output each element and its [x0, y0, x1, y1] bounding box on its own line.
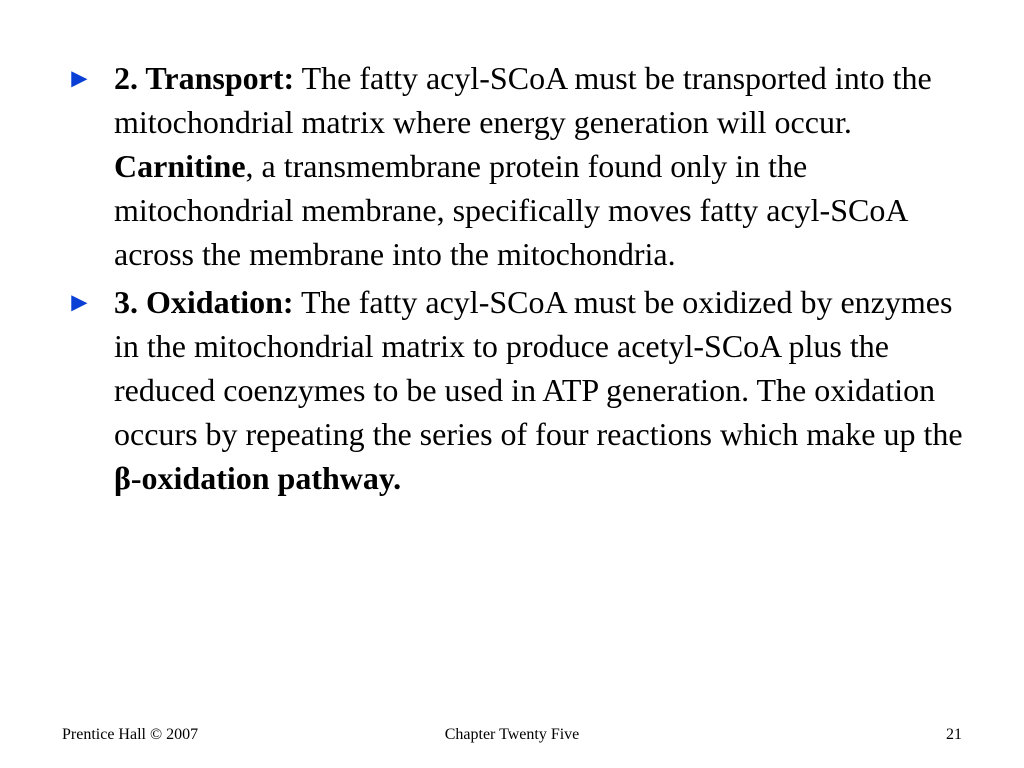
triangle-bullet-icon: ► — [66, 63, 93, 93]
bullet-transport — [66, 56, 976, 276]
bullet-term: Carnitine — [114, 148, 246, 184]
bullet-text: The fatty acyl-SCoA must be transported into the mitochondrial matrix where energy generation will occur. — [114, 60, 932, 140]
footer-copyright: Prentice Hall © 2007 — [62, 726, 199, 743]
footer-chapter: Chapter Twenty Five — [444, 726, 580, 743]
triangle-bullet-icon: ► — [66, 287, 93, 317]
bullet-heading: 2. Transport: — [114, 60, 295, 96]
bullet-text: The fatty acyl-SCoA must be oxidized by enzymes in the mitochondrial matrix to produce acetyl-SCoA plus the reduced coenzymes to be used in ATP generation. The oxidation occurs by repeating the series of four reactions which make up the — [114, 284, 963, 452]
bullet-text: , a transmembrane protein found only in the mitochondrial membrane, specifically moves fatty acyl-SCoA across the membrane into the mitochondria. — [114, 148, 907, 272]
slide-number: 21 — [946, 726, 962, 743]
bullet-oxidation — [66, 280, 976, 500]
bullet-term: β-oxidation pathway. — [114, 460, 402, 496]
bullet-list — [66, 56, 976, 504]
bullet-heading: 3. Oxidation: — [114, 284, 294, 320]
